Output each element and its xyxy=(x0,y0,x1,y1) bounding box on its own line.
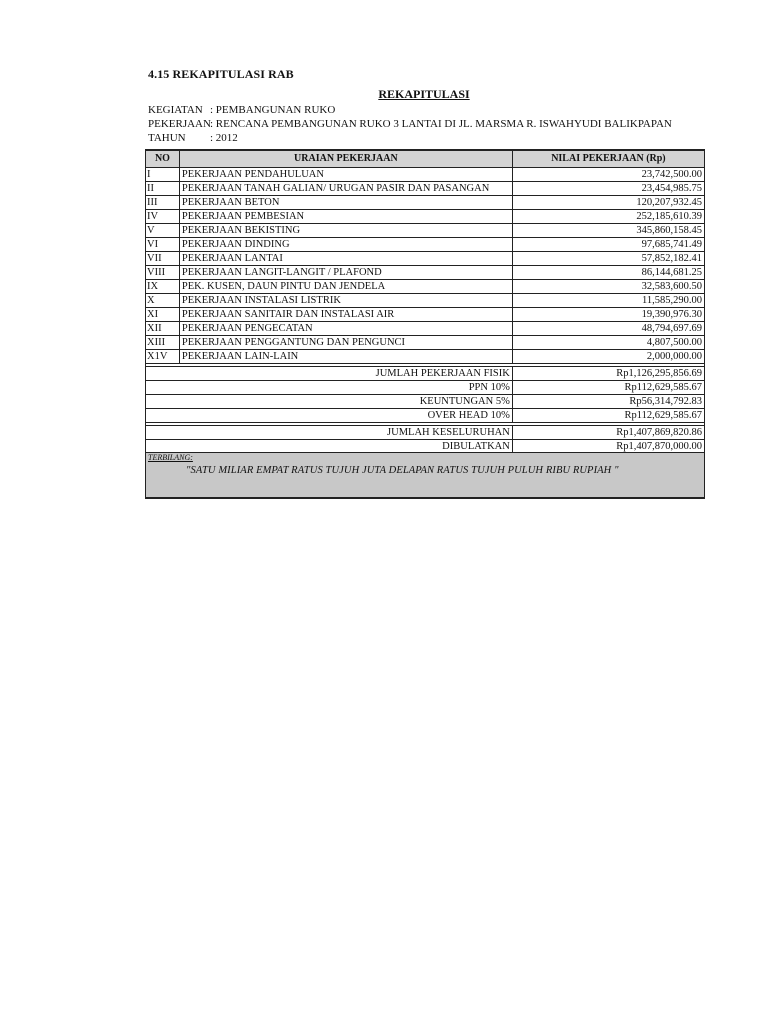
summary-value: Rp1,407,869,820.86 xyxy=(512,426,704,440)
row-uraian: PEKERJAAN BETON xyxy=(179,196,512,210)
row-no: XII xyxy=(146,322,180,336)
summary-value: Rp56,314,792.83 xyxy=(512,395,704,409)
row-uraian: PEK. KUSEN, DAUN PINTU DAN JENDELA xyxy=(179,280,512,294)
summary-label: DIBULATKAN xyxy=(146,440,513,454)
table-row xyxy=(146,224,705,238)
meta-pekerjaan xyxy=(148,117,672,131)
row-uraian: PEKERJAAN TANAH GALIAN/ URUGAN PASIR DAN PASANGAN xyxy=(179,182,512,196)
summary-row xyxy=(146,426,705,440)
row-nilai: 86,144,681.25 xyxy=(512,266,704,280)
meta-key: KEGIATAN xyxy=(148,104,203,116)
row-nilai: 32,583,600.50 xyxy=(512,280,704,294)
row-no: VIII xyxy=(146,266,180,280)
row-no: I xyxy=(146,168,180,182)
meta-key: PEKERJAAN xyxy=(148,118,211,130)
meta-value: : PEMBANGUNAN RUKO xyxy=(210,104,336,116)
table-row xyxy=(146,238,705,252)
row-uraian: PEKERJAAN SANITAIR DAN INSTALASI AIR xyxy=(179,308,512,322)
table-row xyxy=(146,294,705,308)
table-row xyxy=(146,280,705,294)
summary-value: Rp112,629,585.67 xyxy=(512,409,704,423)
summary-value: Rp1,407,870,000.00 xyxy=(512,440,704,454)
row-no: II xyxy=(146,182,180,196)
table-row xyxy=(146,322,705,336)
row-nilai: 252,185,610.39 xyxy=(512,210,704,224)
main-title: REKAPITULASI xyxy=(378,87,470,101)
row-no: III xyxy=(146,196,180,210)
row-uraian: PEKERJAAN PENDAHULUAN xyxy=(179,168,512,182)
meta-value: : RENCANA PEMBANGUNAN RUKO 3 LANTAI DI JL. MARSMA R. ISWAHYUDI BALIKPAPAN xyxy=(210,118,672,130)
row-uraian: PEKERJAAN LANTAI xyxy=(179,252,512,266)
row-no: X1V xyxy=(146,350,180,364)
table-row xyxy=(146,308,705,322)
section-title: 4.15 REKAPITULASI RAB xyxy=(148,67,294,81)
row-no: VI xyxy=(146,238,180,252)
summary-value: Rp1,126,295,856.69 xyxy=(512,367,704,381)
meta-key: TAHUN xyxy=(148,132,186,144)
row-uraian: PEKERJAAN LANGIT-LANGIT / PLAFOND xyxy=(179,266,512,280)
table-row xyxy=(146,210,705,224)
table-row xyxy=(146,182,705,196)
row-uraian: PEKERJAAN PEMBESIAN xyxy=(179,210,512,224)
table-row xyxy=(146,266,705,280)
summary-row xyxy=(146,395,705,409)
summary-label: JUMLAH PEKERJAAN FISIK xyxy=(146,367,513,381)
summary-row xyxy=(146,381,705,395)
row-nilai: 120,207,932.45 xyxy=(512,196,704,210)
summary-label: PPN 10% xyxy=(146,381,513,395)
row-nilai: 19,390,976.30 xyxy=(512,308,704,322)
row-no: XI xyxy=(146,308,180,322)
summary-label: OVER HEAD 10% xyxy=(146,409,513,423)
row-no: XIII xyxy=(146,336,180,350)
summary-label: JUMLAH KESELURUHAN xyxy=(146,426,513,440)
row-nilai: 23,742,500.00 xyxy=(512,168,704,182)
summary-row xyxy=(146,367,705,381)
terbilang-label: TERBILANG: xyxy=(148,453,193,462)
row-nilai: 11,585,290.00 xyxy=(512,294,704,308)
row-no: V xyxy=(146,224,180,238)
table-row xyxy=(146,168,705,182)
row-no: VII xyxy=(146,252,180,266)
terbilang-box xyxy=(145,452,705,499)
terbilang-text: "SATU MILIAR EMPAT RATUS TUJUH JUTA DELAPAN RATUS TUJUH PULUH RIBU RUPIAH " xyxy=(186,465,619,476)
row-no: IV xyxy=(146,210,180,224)
row-nilai: 57,852,182.41 xyxy=(512,252,704,266)
row-uraian: PEKERJAAN INSTALASI LISTRIK xyxy=(179,294,512,308)
table-row xyxy=(146,336,705,350)
row-uraian: PEKERJAAN PENGECATAN xyxy=(179,322,512,336)
row-uraian: PEKERJAAN PENGGANTUNG DAN PENGUNCI xyxy=(179,336,512,350)
meta-kegiatan xyxy=(148,103,335,117)
row-nilai: 345,860,158.45 xyxy=(512,224,704,238)
row-no: IX xyxy=(146,280,180,294)
row-nilai: 97,685,741.49 xyxy=(512,238,704,252)
table-row xyxy=(146,350,705,364)
rekap-table xyxy=(145,149,705,454)
table-row xyxy=(146,252,705,266)
table-row xyxy=(146,196,705,210)
header-nilai: NILAI PEKERJAAN (Rp) xyxy=(512,150,704,168)
row-uraian: PEKERJAAN LAIN-LAIN xyxy=(179,350,512,364)
row-nilai: 23,454,985.75 xyxy=(512,182,704,196)
row-uraian: PEKERJAAN BEKISTING xyxy=(179,224,512,238)
table-header-row xyxy=(146,150,705,168)
row-nilai: 4,807,500.00 xyxy=(512,336,704,350)
row-nilai: 48,794,697.69 xyxy=(512,322,704,336)
row-nilai: 2,000,000.00 xyxy=(512,350,704,364)
meta-tahun xyxy=(148,131,238,145)
header-no: NO xyxy=(146,150,180,168)
row-no: X xyxy=(146,294,180,308)
summary-row xyxy=(146,409,705,423)
meta-value: : 2012 xyxy=(210,132,238,144)
row-uraian: PEKERJAAN DINDING xyxy=(179,238,512,252)
summary-label: KEUNTUNGAN 5% xyxy=(146,395,513,409)
header-uraian: URAIAN PEKERJAAN xyxy=(179,150,512,168)
summary-value: Rp112,629,585.67 xyxy=(512,381,704,395)
